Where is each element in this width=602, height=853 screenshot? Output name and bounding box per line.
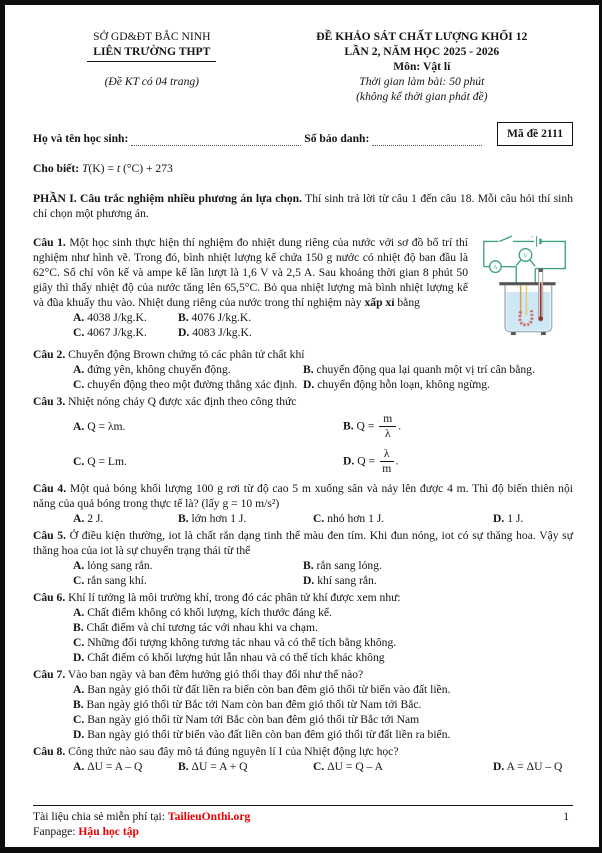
option-key: D.: [493, 760, 505, 774]
option-text: khí sang rắn.: [317, 574, 377, 588]
question-4-label: Câu 4.: [33, 482, 67, 496]
student-name-field[interactable]: [131, 134, 301, 146]
question-4: [33, 481, 573, 526]
option-a: [73, 682, 573, 697]
question-6: [33, 590, 573, 665]
option-key: C.: [73, 574, 85, 588]
question-8: [33, 744, 573, 774]
exam-subject: Môn: Vật lí: [393, 60, 451, 73]
part1-instructions: Thí sinh trả lời từ câu 1 đến câu 18. Mỗi câu hỏi thí sinh chỉ chọn một phương án.: [33, 192, 574, 220]
page-footer: [33, 799, 573, 839]
question-7: [33, 667, 573, 742]
question-4-body: Một quả bóng khối lượng 100 g rơi từ độ cao 5 m xuống sân và nảy lên được 4 m. Thì độ biến thiên nội năng của quả bóng trong thực tế là? (lấy g = 10 m/s²): [33, 482, 573, 511]
option-a: [73, 759, 178, 774]
student-name-label: Họ và tên học sinh:: [33, 132, 129, 145]
fanpage-link[interactable]: Hậu học tập: [78, 825, 139, 838]
option-key: B.: [73, 621, 84, 635]
exam-code-badge: Mã đề 2111: [497, 122, 573, 146]
option-key: A.: [73, 760, 85, 774]
option-key: B.: [178, 512, 189, 526]
question-1-bold-tail: xấp xỉ: [364, 295, 395, 309]
question-5-options: [33, 558, 573, 588]
question-4-options: [33, 511, 573, 526]
option-key: C.: [73, 325, 85, 339]
option-key: A.: [73, 419, 85, 433]
option-b: [178, 759, 313, 774]
option-d: [178, 325, 468, 340]
option-key: B.: [343, 418, 354, 432]
question-7-options: [33, 682, 573, 742]
option-d: [303, 377, 573, 392]
option-text: 4067 J/kg.K.: [87, 325, 147, 339]
option-key: C.: [73, 636, 85, 650]
option-text: chuyển động hỗn loạn, không ngừng.: [317, 377, 490, 391]
question-1-options: [33, 310, 468, 340]
option-b: [73, 620, 573, 635]
option-a: [73, 605, 573, 620]
question-1-body: Một học sinh thực hiện thí nghiệm đo nhiệt dung riêng của nước với sơ đồ bố trí thí nghiệm như hình vẽ. Trong đó, bình nhiệt lượng kế chứa 150 g nước có nhiệt độ ban đầu là 62°C. Số chỉ vôn kế và ampe kế lần lượt là 1,6 V và 2,5 A. Sau khoảng thời gian 8 phút 50 giây thì thấy nhiệt độ của nước tăng lên 65,5°C. Bỏ qua nhiệt lượng mà bình nhiệt lượng kế và đũa khuấy thu vào. Nhiệt dung riêng của nước trong thí nghiệm này: [33, 235, 468, 309]
option-text: rắn sang lỏng.: [316, 559, 382, 573]
option-key: B.: [73, 698, 84, 712]
option-key: A.: [73, 606, 85, 620]
exam-header: [33, 29, 573, 104]
question-5-body: Ở điều kiện thường, iot là chất rắn dạng tinh thể màu đen tím. Khi đun nóng, iot có sự thăng hoa. Vậy sự thăng hoa của iot là sự chuyển trạng thái từ thể: [33, 529, 573, 558]
share-link[interactable]: TailieuOnthi.org: [167, 810, 251, 823]
question-4-text: [33, 481, 573, 511]
option-key: C.: [73, 713, 85, 727]
school-name: LIÊN TRƯỜNG THPT: [87, 44, 216, 62]
option-c: [73, 712, 573, 727]
candidate-number-label: Số báo danh:: [304, 132, 370, 145]
footer-divider: [33, 805, 573, 806]
lid: [499, 282, 555, 285]
option-key: B.: [178, 310, 189, 324]
option-text: nhỏ hơn 1 J.: [327, 512, 385, 526]
option-c: [73, 573, 303, 588]
option-key: D.: [178, 325, 190, 339]
option-text: 4083 J/kg.K.: [192, 325, 252, 339]
fraction-numerator: λ: [380, 448, 394, 462]
option-key: D.: [493, 512, 505, 526]
option-text: Chất điểm có khối lượng hút lẫn nhau và có thể tích khác không: [87, 651, 385, 665]
given-label: Cho biết:: [33, 162, 80, 175]
option-d: [493, 759, 573, 774]
fraction-numerator: m: [379, 413, 396, 427]
student-info-line: [33, 122, 573, 146]
option-key: A.: [73, 310, 85, 324]
question-5-label: Câu 5.: [33, 529, 66, 543]
fanpage-label: Fanpage:: [33, 825, 76, 838]
question-6-text: [33, 590, 573, 605]
option-a: [73, 511, 178, 526]
given-formula-line: [33, 161, 573, 176]
option-text: 1 J.: [507, 512, 524, 526]
option-c: [313, 511, 493, 526]
option-text: Chất điểm và chỉ tương tác với nhau khi va chạm.: [86, 621, 318, 635]
header-left-block: [33, 29, 271, 104]
option-formula-pre: Q =: [357, 454, 375, 468]
option-a: [73, 415, 343, 438]
fraction: [379, 413, 396, 440]
option-text: ΔU = Q – A: [327, 760, 384, 774]
option-key: D.: [303, 574, 315, 588]
option-text: rắn sang khí.: [87, 574, 147, 588]
question-6-options: [33, 605, 573, 665]
question-3-options: [33, 409, 573, 480]
option-key: B.: [303, 362, 314, 376]
exam-duration-note: (không kể thời gian phát đề): [356, 90, 488, 103]
option-d: [73, 650, 573, 665]
question-6-body: Khí lí tưởng là môi trường khí, trong đó các phân tử khí được xem như:: [68, 591, 401, 605]
option-text: ΔU = A + Q: [191, 760, 248, 774]
department-name: SỞ GD&ĐT BẮC NINH: [93, 30, 211, 43]
option-d: [303, 573, 573, 588]
question-7-label: Câu 7.: [33, 668, 66, 682]
option-key: B.: [178, 760, 189, 774]
question-8-options: [33, 759, 573, 774]
option-key: A.: [73, 559, 85, 573]
circuit-wires: [484, 236, 565, 283]
option-b: [303, 362, 573, 377]
question-5-text: [33, 528, 573, 558]
question-3-text: [33, 394, 573, 409]
given-formula-mid: (K) =: [88, 162, 117, 175]
question-7-body: Vào ban ngày và ban đêm hướng gió thổi thay đổi như thế nào?: [67, 668, 364, 682]
option-key: C.: [313, 760, 325, 774]
option-text: Q = Lm.: [87, 455, 127, 469]
option-b: [343, 409, 573, 444]
option-a: [73, 310, 178, 325]
option-text: 2 J.: [87, 512, 104, 526]
given-var-t: t: [116, 162, 121, 175]
option-key: B.: [303, 559, 314, 573]
question-2-text: [33, 347, 573, 362]
option-text: Ban ngày gió thổi từ đất liền ra biển còn ban đêm gió thổi từ biển vào đất liền.: [87, 683, 451, 697]
option-key: A.: [73, 683, 85, 697]
option-d: [493, 511, 573, 526]
option-key: A.: [73, 362, 85, 376]
question-3-body: Nhiệt nóng chảy Q được xác định theo công thức: [68, 394, 297, 408]
option-key: D.: [73, 728, 85, 742]
battery-plus-label: +: [530, 235, 534, 241]
option-text: A = ΔU – Q: [506, 760, 563, 774]
option-key: C.: [73, 377, 85, 391]
question-2-options: [33, 362, 573, 392]
question-1-tail: bằng: [397, 295, 420, 309]
option-text: chuyển động theo một đường thẳng xác định.: [87, 377, 298, 391]
pages-note: (Đề KT có 04 trang): [104, 75, 200, 88]
exam-round: LẦN 2, NĂM HỌC 2025 - 2026: [344, 45, 500, 58]
question-6-label: Câu 6.: [33, 591, 66, 605]
page-number: 1: [563, 810, 569, 823]
question-1-label: Câu 1.: [33, 235, 66, 249]
option-text: Q = λm.: [87, 419, 126, 433]
option-c: [73, 325, 178, 340]
option-key: D.: [343, 454, 355, 468]
option-c: [73, 635, 573, 650]
option-b: [178, 310, 468, 325]
option-text: ΔU = A – Q: [87, 760, 143, 774]
option-text: Những đối tượng không tương tác nhau và có thể tích bằng không.: [87, 636, 397, 650]
question-1: [33, 235, 573, 345]
question-2-label: Câu 2.: [33, 347, 66, 361]
question-8-body: Công thức nào sau đây mô tả đúng nguyên lí I của Nhiệt động lực học?: [68, 745, 399, 759]
option-text: 4038 J/kg.K.: [87, 310, 147, 324]
option-a: [73, 362, 303, 377]
option-b: [303, 558, 573, 573]
voltmeter-label: V: [523, 252, 528, 259]
question-8-text: [33, 744, 573, 759]
option-text: Ban ngày gió thổi từ Nam tới Bắc còn ban đêm gió thổi từ Bắc tới Nam: [87, 713, 420, 727]
option-text: Chất điểm không có khối lượng, kích thước đáng kể.: [87, 606, 332, 620]
option-key: D.: [73, 651, 85, 665]
option-key: D.: [303, 377, 315, 391]
option-text: Ban ngày gió thổi từ biển vào đất liền còn ban đêm gió thổi từ đất liền ra biển.: [87, 728, 451, 742]
header-right-block: [271, 29, 573, 104]
option-text: lỏng sang rắn.: [87, 559, 153, 573]
option-c: [73, 450, 343, 473]
option-b: [73, 697, 573, 712]
question-2-body: Chuyển động Brown chứng tỏ các phân tử chất khí: [68, 347, 305, 361]
option-formula-post: .: [398, 418, 402, 432]
option-key: A.: [73, 512, 85, 526]
question-3-label: Câu 3.: [33, 394, 66, 408]
option-text: chuyển động qua lại quanh một vị trí cân bằng.: [316, 362, 535, 376]
part1-heading: [33, 191, 573, 221]
question-3: [33, 394, 573, 480]
part1-title: PHẦN I. Câu trắc nghiệm nhiều phương án lựa chọn.: [33, 192, 303, 205]
option-text: 4076 J/kg.K.: [191, 310, 252, 324]
option-c: [313, 759, 493, 774]
calorimeter-circuit-figure: [476, 233, 573, 343]
option-a: [73, 558, 303, 573]
exam-duration: Thời gian làm bài: 50 phút: [359, 75, 485, 88]
option-text: Ban ngày gió thổi từ Bắc tới Nam còn ban đêm gió thổi từ Nam tới Bắc.: [86, 698, 422, 712]
share-label: Tài liệu chia sẻ miễn phí tại:: [33, 810, 165, 823]
option-key: C.: [313, 512, 325, 526]
question-5: [33, 528, 573, 588]
given-formula-tail: (°C) + 273: [120, 162, 173, 175]
fraction-denominator: λ: [384, 426, 391, 440]
given-var-T: T: [81, 162, 89, 175]
option-formula-pre: Q =: [356, 418, 375, 432]
switch-icon: [499, 236, 512, 241]
option-text: đứng yên, không chuyển động.: [87, 362, 231, 376]
option-d: [73, 727, 573, 742]
option-key: C.: [73, 455, 85, 469]
ammeter-label: A: [493, 264, 498, 271]
fraction-denominator: m: [382, 462, 392, 476]
option-formula-post: .: [395, 454, 399, 468]
option-c: [73, 377, 303, 392]
question-2: [33, 347, 573, 392]
fraction: [380, 448, 394, 475]
question-7-text: [33, 667, 573, 682]
footer-credits: [33, 809, 250, 839]
question-8-label: Câu 8.: [33, 745, 66, 759]
calorimeter-vessel: [499, 268, 555, 334]
option-b: [178, 511, 313, 526]
candidate-number-field[interactable]: [372, 134, 482, 146]
option-text: lớn hơn 1 J.: [191, 512, 247, 526]
exam-title: ĐỀ KHẢO SÁT CHẤT LƯỢNG KHỐI 12: [316, 30, 528, 43]
option-d: [343, 444, 573, 479]
